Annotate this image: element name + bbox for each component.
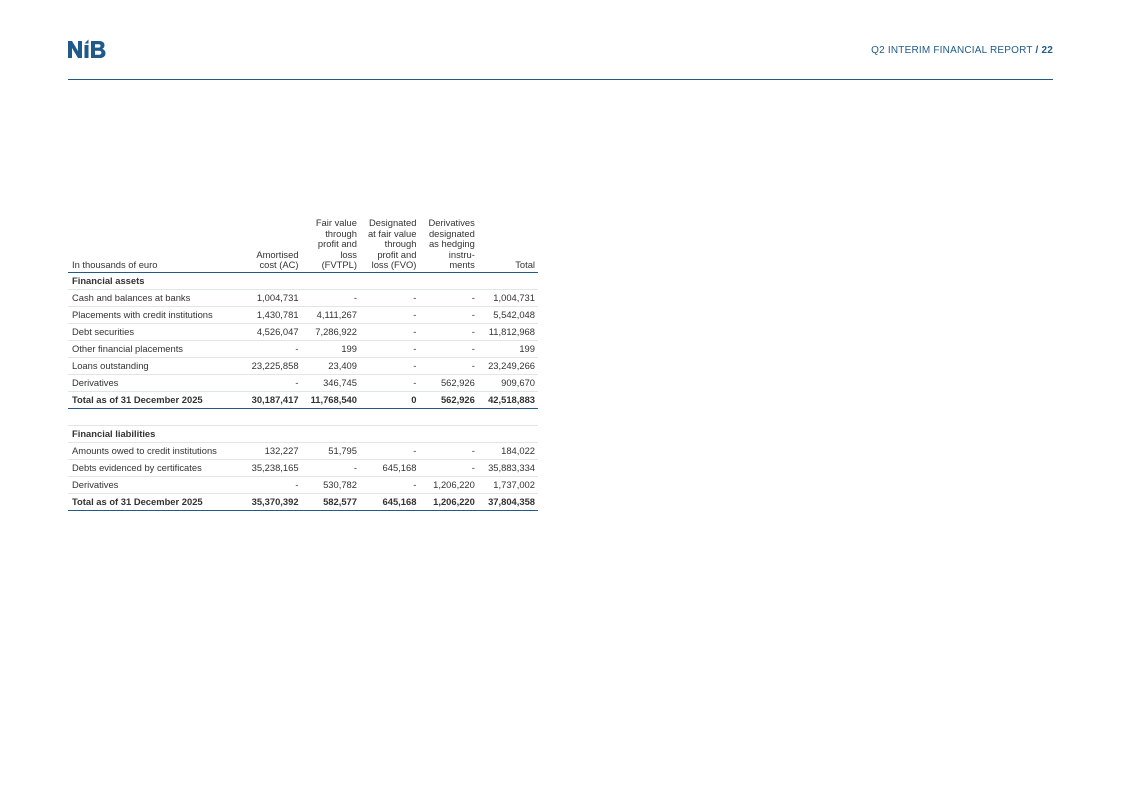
row-label: Derivatives [68, 374, 240, 391]
table-cell: - [240, 476, 302, 493]
table-cell: - [419, 459, 477, 476]
column-header: Fair value through profit and loss (FVTPL) [302, 218, 360, 272]
table-cell: - [360, 442, 419, 459]
table-cell: - [419, 289, 477, 306]
table-cell: 645,168 [360, 493, 419, 510]
spacer-row [68, 408, 538, 425]
table-cell: 1,737,002 [478, 476, 538, 493]
section-heading-row [68, 272, 538, 289]
table-cell: 23,409 [302, 357, 360, 374]
table-cell: 582,577 [302, 493, 360, 510]
table-row [68, 442, 538, 459]
table-row [68, 340, 538, 357]
table-cell: 11,812,968 [478, 323, 538, 340]
table-cell: 5,542,048 [478, 306, 538, 323]
table-cell: 23,249,266 [478, 357, 538, 374]
section-heading: Financial assets [68, 272, 538, 289]
table-cell: - [419, 340, 477, 357]
table-cell: - [360, 476, 419, 493]
table-header-row [68, 218, 538, 272]
table-cell: - [360, 289, 419, 306]
table-row [68, 306, 538, 323]
header-rule [68, 79, 1053, 80]
table-cell: 562,926 [419, 391, 477, 408]
row-label: Total as of 31 December 2025 [68, 391, 240, 408]
table-row [68, 459, 538, 476]
table-cell: 199 [302, 340, 360, 357]
table-cell: 35,370,392 [240, 493, 302, 510]
table-cell: 23,225,858 [240, 357, 302, 374]
table-cell: - [302, 459, 360, 476]
row-label: Cash and balances at banks [68, 289, 240, 306]
table-cell: - [240, 374, 302, 391]
financial-instruments-table [68, 218, 538, 511]
table-cell: 42,518,883 [478, 391, 538, 408]
table-cell: 184,022 [478, 442, 538, 459]
column-header: Amortised cost (AC) [240, 218, 302, 272]
table-cell: - [419, 357, 477, 374]
table-row [68, 374, 538, 391]
table-cell: 1,430,781 [240, 306, 302, 323]
page-number: 22 [1041, 45, 1053, 56]
assets-total-row [68, 391, 538, 408]
row-label: Loans outstanding [68, 357, 240, 374]
spacer-cell [68, 408, 538, 425]
row-label: Total as of 31 December 2025 [68, 493, 240, 510]
table-cell: 562,926 [419, 374, 477, 391]
nib-logo [68, 36, 108, 58]
report-title: Q2 INTERIM FINANCIAL REPORT [871, 45, 1033, 56]
table-cell: 51,795 [302, 442, 360, 459]
table-cell: - [360, 306, 419, 323]
table-cell: 7,286,922 [302, 323, 360, 340]
table-cell: - [240, 340, 302, 357]
table-cell: - [302, 289, 360, 306]
table-cell: 199 [478, 340, 538, 357]
table-cell: - [360, 323, 419, 340]
header-separator: / [1035, 45, 1039, 56]
table-cell: 35,238,165 [240, 459, 302, 476]
table-cell: 30,187,417 [240, 391, 302, 408]
table-cell: 4,111,267 [302, 306, 360, 323]
column-header: Total [478, 218, 538, 272]
table-cell: 132,227 [240, 442, 302, 459]
section-heading: Financial liabilities [68, 425, 538, 442]
report-header [871, 45, 1053, 56]
table-cell: 37,804,358 [478, 493, 538, 510]
table-cell: - [360, 374, 419, 391]
section-heading-row [68, 425, 538, 442]
row-label: Placements with credit institutions [68, 306, 240, 323]
column-header: In thousands of euro [68, 218, 240, 272]
table-cell: 4,526,047 [240, 323, 302, 340]
table-cell: - [419, 306, 477, 323]
row-label: Debts evidenced by certificates [68, 459, 240, 476]
table-cell: - [419, 442, 477, 459]
table-cell: 645,168 [360, 459, 419, 476]
table-cell: 11,768,540 [302, 391, 360, 408]
table-row [68, 323, 538, 340]
column-header: Designated at fair value through profit and loss (FVO) [360, 218, 419, 272]
row-label: Derivatives [68, 476, 240, 493]
table-cell: 0 [360, 391, 419, 408]
table-cell: - [360, 340, 419, 357]
table-cell: 1,004,731 [478, 289, 538, 306]
table-row [68, 357, 538, 374]
column-header: Derivatives designated as hedging instru- ments [419, 218, 477, 272]
row-label: Other financial placements [68, 340, 240, 357]
table-cell: - [419, 323, 477, 340]
table-cell: - [360, 357, 419, 374]
table-row [68, 476, 538, 493]
row-label: Amounts owed to credit institutions [68, 442, 240, 459]
table-row [68, 289, 538, 306]
table-cell: 35,883,334 [478, 459, 538, 476]
table-cell: 909,670 [478, 374, 538, 391]
table-cell: 1,206,220 [419, 476, 477, 493]
table-cell: 1,004,731 [240, 289, 302, 306]
table-cell: 530,782 [302, 476, 360, 493]
table-cell: 1,206,220 [419, 493, 477, 510]
liabilities-total-row [68, 493, 538, 510]
row-label: Debt securities [68, 323, 240, 340]
table-cell: 346,745 [302, 374, 360, 391]
